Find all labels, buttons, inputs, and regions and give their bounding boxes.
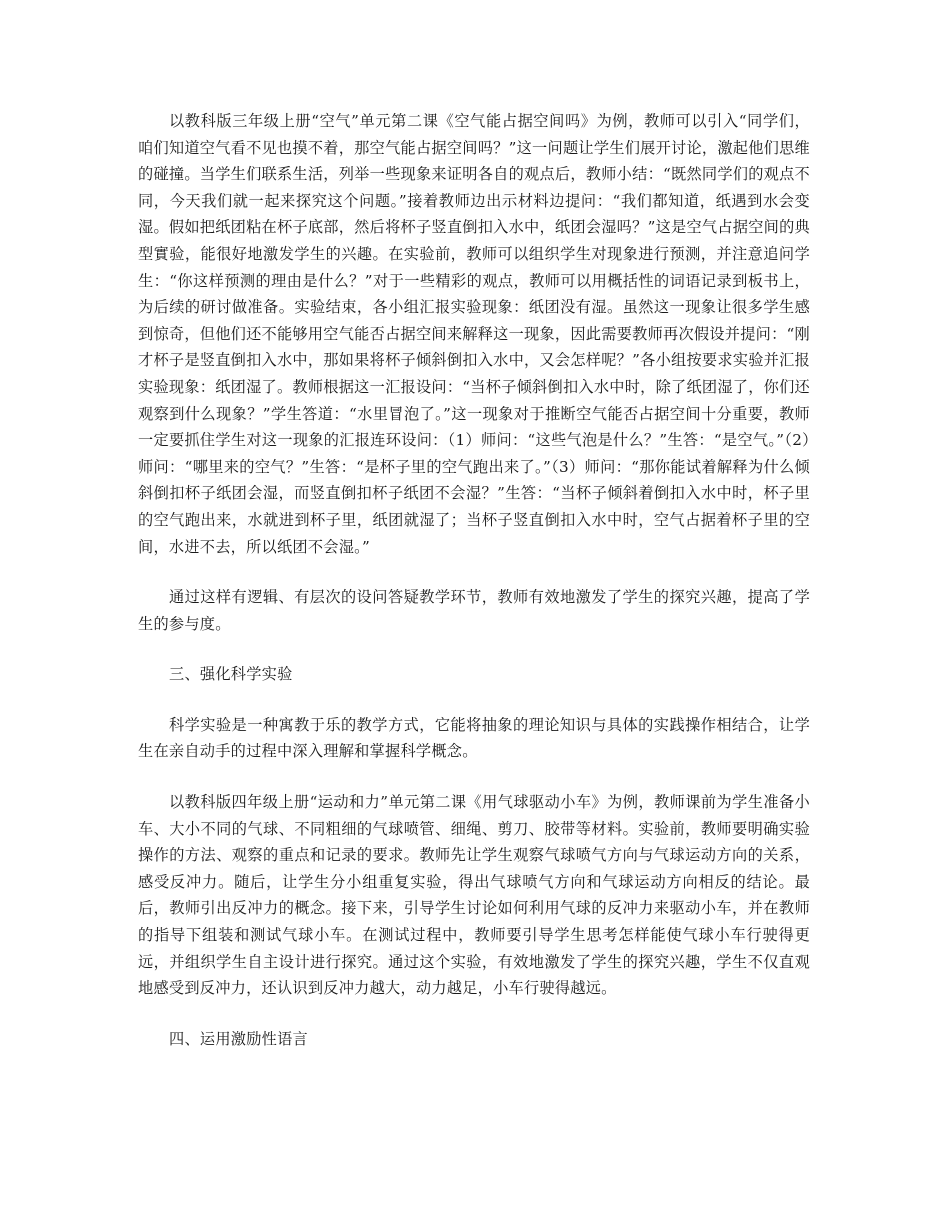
section-heading-3: 三、强化科学实验: [169, 665, 293, 684]
paragraph-example-air-experiment: 以教科版三年级上册“空气”单元第二课《空气能占据空间吗》为例，教师可以引入“同学们，咱们知道空气看不见也摸不着，那空气能占据空间吗？”这一问题让学生们展开讨论，激起他们思维的碰撞。当学生们联系生活，列举一些现象来证明各自的观点后，教师小结：“既然同学们的观点不同，今天我们就一起来探究这个问题。”接着教师边出示材料边提问：“我们都知道，纸遇到水会变湿。假如把纸团粘在杯子底部，然后将杯子竖直倒扣入水中，纸团会湿吗？”这是空气占据空间的典型實验，能很好地激发学生的兴趣。在实验前，教师可以组织学生对现象进行预测，并注意追问学生：“你这样预测的理由是什么？”对于一些精彩的观点，教师可以用概括性的词语记录到板书上，为后续的研讨做准备。实验结束，各小组汇报实验现象：纸团没有湿。虽然这一现象让很多学生感到惊奇，但他们还不能够用空气能否占据空间来解释这一现象，因此需要教师再次假设并提问：“刚才杯子是竖直倒扣入水中，那如果将杯子倾斜倒扣入水中，又会怎样呢？”各小组按要求实验并汇报实验现象：纸团湿了。教师根据这一汇报设问：“当杯子倾斜倒扣入水中时，除了纸团湿了，你们还观察到什么现象？”学生答道：“水里冒泡了。”这一现象对于推断空气能否占据空间十分重要，教师一定要抓住学生对这一现象的汇报连环设问：（1）师问：“这些气泡是什么？”生答：“是空气。”（2）师问：“哪里来的空气？”生答：“是杯子里的空气跑出来了。”（3）师问：“那你能试着解释为什么倾斜倒扣杯子纸团会湿，而竖直倒扣杯子纸团不会湿？”生答：“当杯子倾斜着倒扣入水中时，杯子里的空气跑出来，水就进到杯子里，纸团就湿了；当杯子竖直倒扣入水中时，空气占据着杯子里的空间，水进不去，所以纸团不会湿。”: [138, 112, 810, 556]
paragraph-gap: [138, 765, 810, 789]
paragraph-gap: [138, 688, 810, 712]
paragraph-summary-questioning: 通过这样有逻辑、有层次的设问答疑教学环节，教师有效地激发了学生的探究兴趣，提高了学生的参与度。: [138, 588, 810, 633]
paragraph-gap: [138, 560, 810, 584]
paragraph-example-balloon-car: 以教科版四年级上册“运动和力”单元第二课《用气球驱动小车》为例，教师课前为学生准备小车、大小不同的气球、不同粗细的气球喷管、细绳、剪刀、胶带等材料。实验前，教师要明确实验操作的方法、观察的重点和记录的要求。教师先让学生观察气球喷气方向与气球运动方向的关系，感受反冲力。随后，让学生分小组重复实验，得出气球喷气方向和气球运动方向相反的结论。最后，教师引出反冲力的概念。接下来，引导学生讨论如何利用气球的反冲力来驱动小车，并在教师的指导下组装和测试气球小车。在测试过程中，教师要引导学生思考怎样能使气球小车行驶得更远，并组织学生自主设计进行探究。通过这个实验，有效地激发了学生的探究兴趣，学生不仅直观地感受到反冲力，还认识到反冲力越大，动力越足，小车行驶得越远。: [138, 793, 810, 998]
paragraph-gap: [138, 637, 810, 661]
paragraph-gap: [138, 1002, 810, 1026]
paragraph-science-experiment-intro: 科学实验是一种寓教于乐的教学方式，它能将抽象的理论知识与具体的实践操作相结合，让学生在亲自动手的过程中深入理解和掌握科学概念。: [138, 715, 810, 761]
section-heading-4: 四、运用激励性语言: [169, 1029, 308, 1048]
document-page: [138, 108, 810, 1052]
